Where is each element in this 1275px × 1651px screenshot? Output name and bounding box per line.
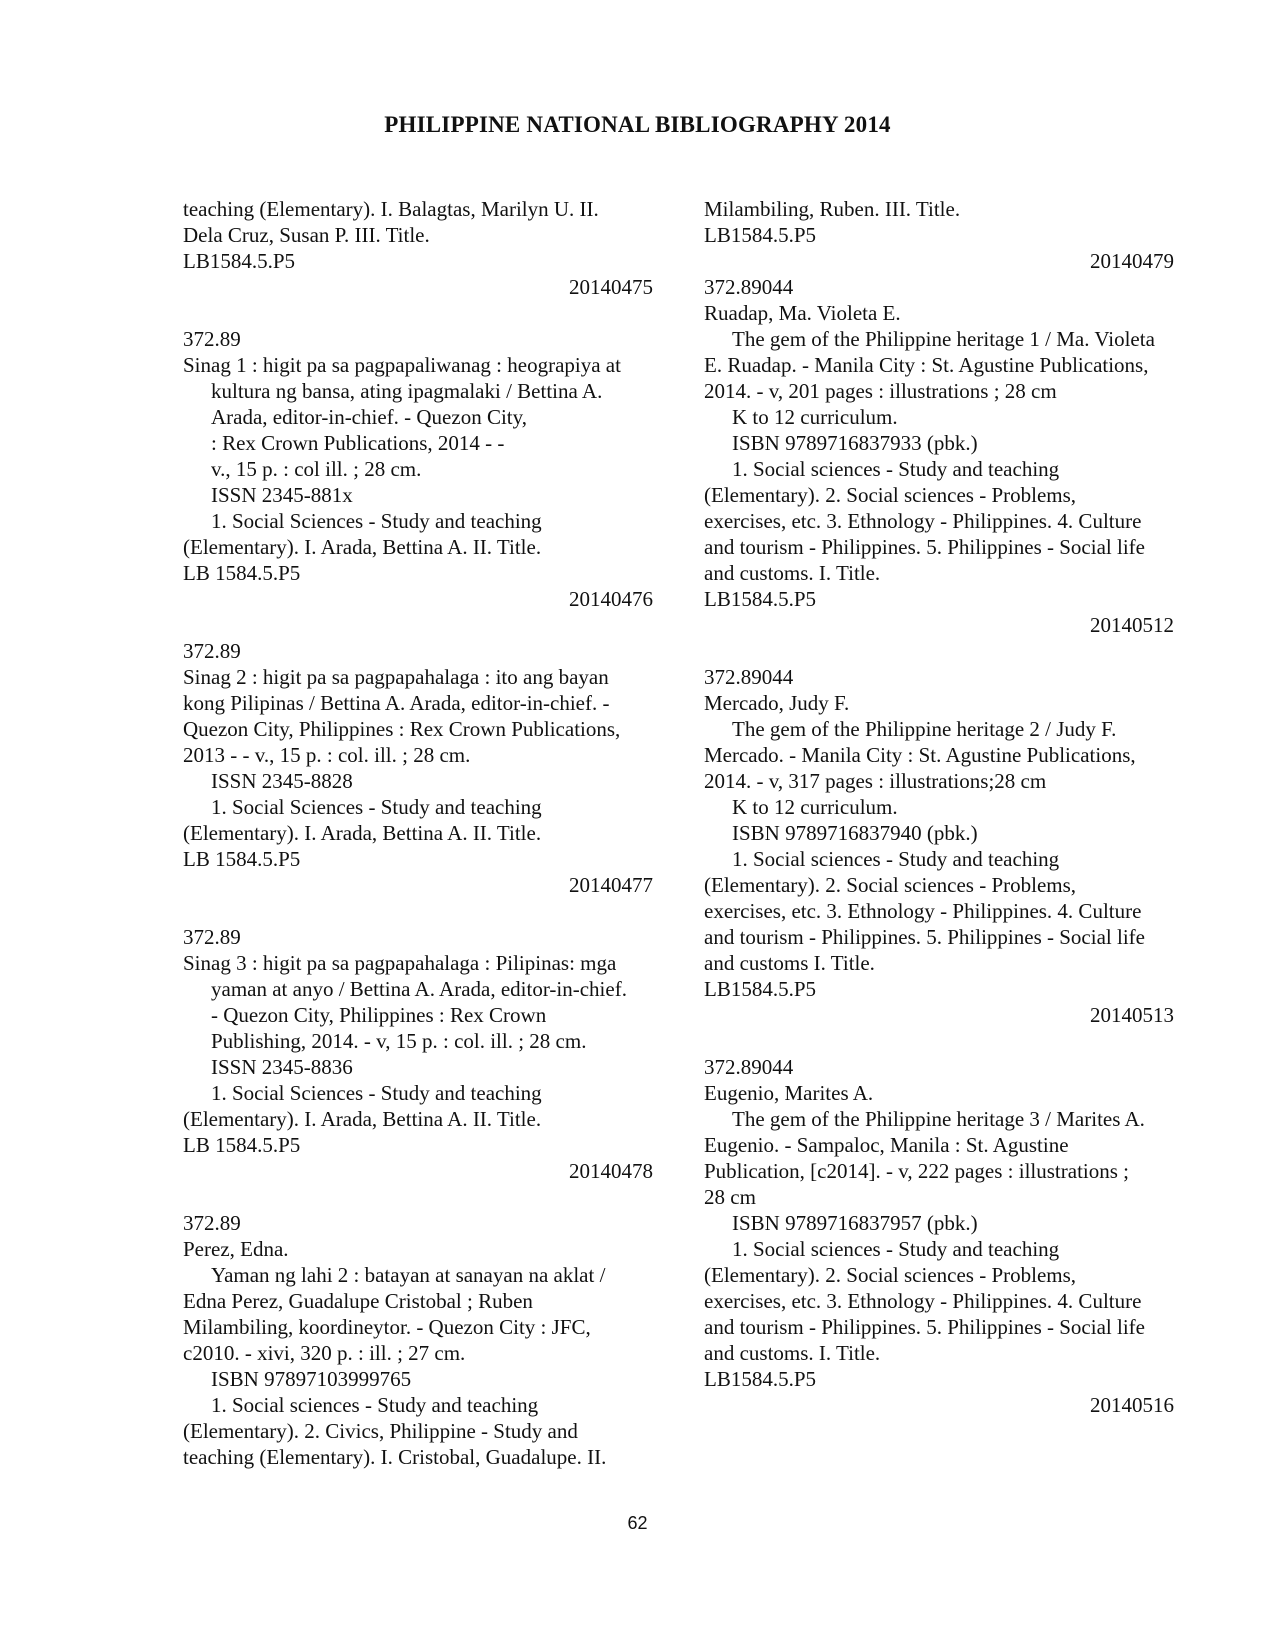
entry-line: (Elementary). I. Arada, Bettina A. II. Title.	[183, 1107, 542, 1131]
entry-line: Milambiling, Ruben. III. Title.	[704, 197, 961, 221]
entry-line: - Quezon City, Philippines : Rex Crown	[211, 1003, 547, 1027]
entry-line: yaman at anyo / Bettina A. Arada, editor-in-chief.	[211, 977, 627, 1001]
entry-line: ISBN 97897103999765	[211, 1367, 412, 1391]
entry-line: ISSN 2345-881x	[211, 483, 353, 507]
entry-line: teaching (Elementary). I. Balagtas, Marilyn U. II.	[183, 197, 599, 221]
record-number: 20140475	[569, 275, 653, 299]
entry-line: 372.89	[183, 639, 241, 663]
entry-line: exercises, etc. 3. Ethnology - Philippines. 4. Culture	[704, 899, 1142, 923]
entry-line: The gem of the Philippine heritage 1 / Ma. Violeta	[732, 327, 1155, 351]
entry-line: 1. Social sciences - Study and teaching	[732, 457, 1060, 481]
entry-line: LB1584.5.P5	[704, 1367, 817, 1391]
entry-line: Mercado. - Manila City : St. Agustine Publications,	[704, 743, 1136, 767]
entry-line: 372.89	[183, 925, 241, 949]
entry-line: 372.89044	[704, 275, 794, 299]
record-number: 20140479	[1090, 249, 1174, 273]
entry-line: teaching (Elementary). I. Cristobal, Guadalupe. II.	[183, 1445, 607, 1469]
entry-line: v., 15 p. : col ill. ; 28 cm.	[211, 457, 422, 481]
entry-line: K to 12 curriculum.	[732, 405, 898, 429]
blank-line	[183, 300, 653, 326]
left-column	[183, 196, 653, 1470]
entry-line: (Elementary). I. Arada, Bettina A. II. Title.	[183, 821, 542, 845]
blank-line	[704, 638, 1174, 664]
entry-line: The gem of the Philippine heritage 2 / Judy F.	[732, 717, 1117, 741]
entry-line: LB1584.5.P5	[704, 223, 817, 247]
entry-line: Eugenio. - Sampaloc, Manila : St. Agustine	[704, 1133, 1069, 1157]
entry-line: 1. Social sciences - Study and teaching	[732, 847, 1060, 871]
entry-line: ISBN 9789716837940 (pbk.)	[732, 821, 978, 845]
entry-line: LB1584.5.P5	[704, 977, 817, 1001]
blank-line	[704, 1028, 1174, 1054]
entry-line: Quezon City, Philippines : Rex Crown Publications,	[183, 717, 621, 741]
entry-line: and customs. I. Title.	[704, 561, 881, 585]
entry-line: LB1584.5.P5	[704, 587, 817, 611]
entry-line: 28 cm	[704, 1185, 756, 1209]
entry-line: Publishing, 2014. - v, 15 p. : col. ill. ; 28 cm.	[211, 1029, 587, 1053]
entry-line: ISSN 2345-8836	[211, 1055, 353, 1079]
entry-line: Sinag 2 : higit pa sa pagpapahalaga : ito ang bayan	[183, 665, 609, 689]
entry-line: 1. Social Sciences - Study and teaching	[211, 795, 542, 819]
entry-line: Perez, Edna.	[183, 1237, 289, 1261]
entry-line: 372.89044	[704, 1055, 794, 1079]
record-number: 20140516	[1090, 1393, 1174, 1417]
entry-line: and customs. I. Title.	[704, 1341, 881, 1365]
entry-line: 372.89	[183, 327, 241, 351]
entry-line: LB1584.5.P5	[183, 249, 296, 273]
entry-line: Dela Cruz, Susan P. III. Title.	[183, 223, 430, 247]
entry-line: (Elementary). 2. Social sciences - Problems,	[704, 873, 1077, 897]
entry-line: LB 1584.5.P5	[183, 1133, 301, 1157]
entry-line: Publication, [c2014]. - v, 222 pages : illustrations ;	[704, 1159, 1129, 1183]
record-number: 20140512	[1090, 613, 1174, 637]
blank-line	[183, 612, 653, 638]
entry-line: Eugenio, Marites A.	[704, 1081, 874, 1105]
entry-line: and customs I. Title.	[704, 951, 875, 975]
entry-line: 1. Social sciences - Study and teaching	[732, 1237, 1060, 1261]
entry-line: E. Ruadap. - Manila City : St. Agustine Publications,	[704, 353, 1149, 377]
entry-line: Ruadap, Ma. Violeta E.	[704, 301, 901, 325]
blank-line	[183, 1184, 653, 1210]
entry-line: 1. Social Sciences - Study and teaching	[211, 509, 542, 533]
entry-line: ISBN 9789716837933 (pbk.)	[732, 431, 978, 455]
record-number: 20140477	[569, 873, 653, 897]
entry-line: : Rex Crown Publications, 2014 - -	[211, 431, 505, 455]
entry-line: (Elementary). 2. Civics, Philippine - Study and	[183, 1419, 578, 1443]
entry-line: LB 1584.5.P5	[183, 847, 301, 871]
page-number: 62	[627, 1513, 648, 1533]
entry-line: kultura ng bansa, ating ipagmalaki / Bettina A.	[211, 379, 603, 403]
blank-line	[183, 898, 653, 924]
entry-line: (Elementary). 2. Social sciences - Problems,	[704, 1263, 1077, 1287]
entry-line: 372.89	[183, 1211, 241, 1235]
entry-line: exercises, etc. 3. Ethnology - Philippines. 4. Culture	[704, 509, 1142, 533]
entry-line: Mercado, Judy F.	[704, 691, 850, 715]
right-column	[704, 196, 1174, 1418]
entry-line: and tourism - Philippines. 5. Philippines - Social life	[704, 1315, 1145, 1339]
entry-line: (Elementary). 2. Social sciences - Problems,	[704, 483, 1077, 507]
entry-line: ISSN 2345-8828	[211, 769, 353, 793]
entry-line: 2014. - v, 201 pages : illustrations ; 28 cm	[704, 379, 1057, 403]
entry-line: 2013 - - v., 15 p. : col. ill. ; 28 cm.	[183, 743, 471, 767]
entry-line: Sinag 3 : higit pa sa pagpapahalaga : Pilipinas: mga	[183, 951, 617, 975]
entry-line: Sinag 1 : higit pa sa pagpapaliwanag : heograpiya at	[183, 353, 621, 377]
record-number: 20140478	[569, 1159, 653, 1183]
entry-line: and tourism - Philippines. 5. Philippines - Social life	[704, 535, 1145, 559]
entry-line: Milambiling, koordineytor. - Quezon City : JFC,	[183, 1315, 591, 1339]
entry-line: LB 1584.5.P5	[183, 561, 301, 585]
entry-line: K to 12 curriculum.	[732, 795, 898, 819]
record-number: 20140476	[569, 587, 653, 611]
entry-line: kong Pilipinas / Bettina A. Arada, editor-in-chief. -	[183, 691, 610, 715]
entry-line: The gem of the Philippine heritage 3 / Marites A.	[732, 1107, 1145, 1131]
entry-line: c2010. - xivi, 320 p. : ill. ; 27 cm.	[183, 1341, 466, 1365]
entry-line: 1. Social Sciences - Study and teaching	[211, 1081, 542, 1105]
entry-line: 2014. - v, 317 pages : illustrations;28 cm	[704, 769, 1047, 793]
record-number: 20140513	[1090, 1003, 1174, 1027]
entry-line: 1. Social sciences - Study and teaching	[211, 1393, 539, 1417]
entry-line: Arada, editor-in-chief. - Quezon City,	[211, 405, 528, 429]
entry-line: ISBN 9789716837957 (pbk.)	[732, 1211, 978, 1235]
entry-line: exercises, etc. 3. Ethnology - Philippines. 4. Culture	[704, 1289, 1142, 1313]
entry-line: Yaman ng lahi 2 : batayan at sanayan na aklat /	[211, 1263, 606, 1287]
entry-line: 372.89044	[704, 665, 794, 689]
page-title: PHILIPPINE NATIONAL BIBLIOGRAPHY 2014	[384, 112, 891, 137]
entry-line: Edna Perez, Guadalupe Cristobal ; Ruben	[183, 1289, 533, 1313]
entry-line: and tourism - Philippines. 5. Philippines - Social life	[704, 925, 1145, 949]
entry-line: (Elementary). I. Arada, Bettina A. II. Title.	[183, 535, 542, 559]
